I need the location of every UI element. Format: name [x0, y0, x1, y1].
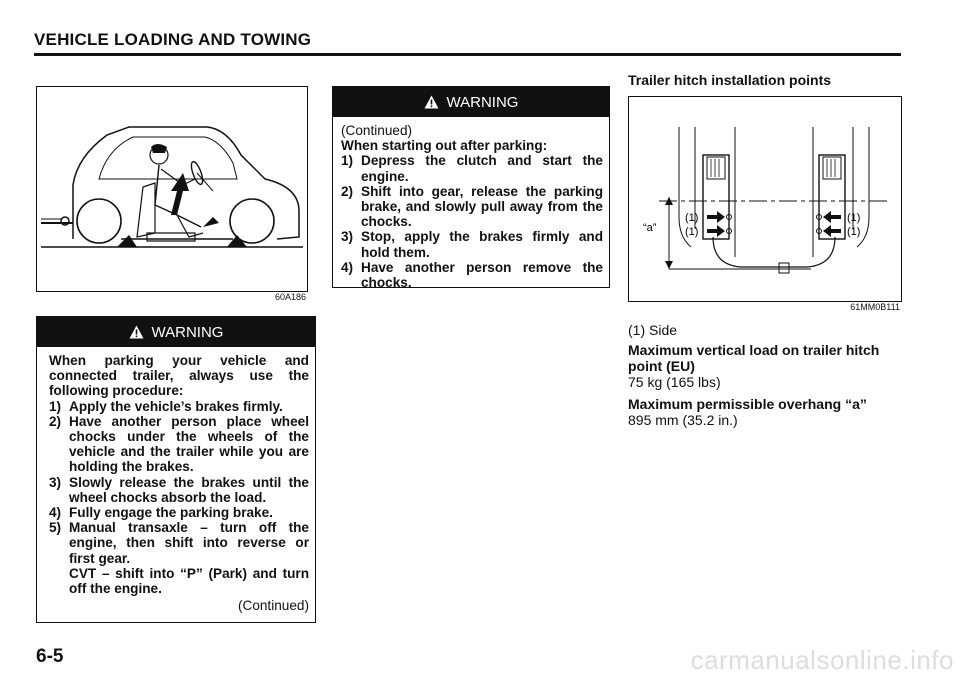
- warning-header: [333, 87, 609, 117]
- hitch-diagram-box: [628, 96, 902, 302]
- warning-triangle-icon: [129, 325, 144, 339]
- warning-step: [341, 184, 603, 230]
- spec-overhang: [628, 396, 904, 428]
- step-number: 1): [49, 398, 62, 414]
- continued-label: (Continued): [237, 598, 309, 614]
- step-text: Apply the vehicle’s brakes firmly.: [69, 398, 283, 414]
- figure-code-left: 60A186: [274, 292, 306, 302]
- warning-body: [333, 117, 609, 296]
- spec-value: 75 kg (165 lbs): [628, 374, 721, 390]
- step-text: Manual transaxle – turn off the engine, then shift into reverse or first gear.: [69, 520, 309, 566]
- step-number: 2): [49, 413, 62, 429]
- warning-body: [37, 347, 315, 619]
- step-number: 3): [49, 474, 62, 490]
- header-rule: [34, 53, 901, 56]
- spec-vertical-load: [628, 342, 904, 390]
- step-text: Have another person remove the chocks.: [361, 259, 603, 291]
- vehicle-with-trailer-illustration: [37, 87, 307, 291]
- spec-label: Maximum permissible overhang “a”: [628, 396, 867, 412]
- diagram-label-side: (1): [847, 226, 861, 238]
- watermark-footer: carmanualsonline.info: [690, 645, 954, 675]
- diagram-label-side: (1): [685, 226, 699, 238]
- warning-subtitle: When starting out after parking:: [341, 138, 548, 154]
- page-header-title: VEHICLE LOADING AND TOWING: [34, 30, 312, 49]
- spec-label: Maximum vertical load on trailer hitch point (EU): [628, 342, 880, 374]
- figure-code-right: 61MM0B111: [850, 302, 900, 312]
- warning-intro: When parking your vehicle and connected trailer, always use the following procedure:: [49, 353, 309, 399]
- step-extra-text: CVT – shift into “P” (Park) and turn off the engine.: [69, 565, 309, 597]
- diagram-label-side: (1): [685, 212, 699, 224]
- warning-header: [37, 317, 315, 347]
- warning-step: [49, 475, 309, 505]
- page-number: 6-5: [36, 646, 64, 667]
- warning-step: [341, 153, 603, 183]
- warning-step: [49, 520, 309, 566]
- step-text: Depress the clutch and start the engine.: [361, 153, 603, 184]
- warning-step: [341, 260, 603, 290]
- hitch-installation-diagram: [629, 97, 901, 301]
- step-text: Slowly release the brakes until the wheel chocks absorb the load.: [69, 474, 309, 505]
- step-number: 2): [341, 183, 354, 199]
- warning-box-parking: [36, 316, 316, 623]
- step-number: 4): [49, 505, 62, 521]
- warning-title: WARNING: [151, 323, 224, 341]
- diagram-label-a: “a”: [643, 222, 657, 234]
- step-number: 5): [49, 520, 62, 536]
- warning-step: [49, 414, 309, 475]
- continued-label: (Continued): [341, 123, 413, 138]
- warning-step: [49, 399, 309, 414]
- warning-box-starting: [332, 86, 610, 291]
- step-text: Stop, apply the brakes firmly and hold them.: [361, 229, 603, 260]
- step-number: 4): [341, 259, 354, 275]
- section-title-hitch-points: Trailer hitch installation points: [628, 72, 832, 88]
- spec-value: 895 mm (35.2 in.): [628, 412, 738, 428]
- step-text: Fully engage the parking brake.: [69, 505, 273, 521]
- diagram-label-side: (1): [847, 212, 861, 224]
- vehicle-illustration-box: [36, 86, 308, 292]
- warning-triangle-icon: [424, 95, 439, 109]
- warning-title: WARNING: [446, 93, 519, 111]
- step-text: Have another person place wheel chocks under the wheels of the vehicle and the trailer while you are holding the brakes.: [69, 413, 309, 475]
- warning-step: [341, 229, 603, 259]
- step-text: Shift into gear, release the parking brake, and slowly pull away from the chocks.: [361, 183, 603, 230]
- step-number: 3): [341, 229, 354, 245]
- warning-step-extra: [49, 566, 309, 596]
- step-number: 1): [341, 153, 354, 169]
- legend-side: (1) Side: [628, 322, 678, 338]
- warning-step: [49, 505, 309, 520]
